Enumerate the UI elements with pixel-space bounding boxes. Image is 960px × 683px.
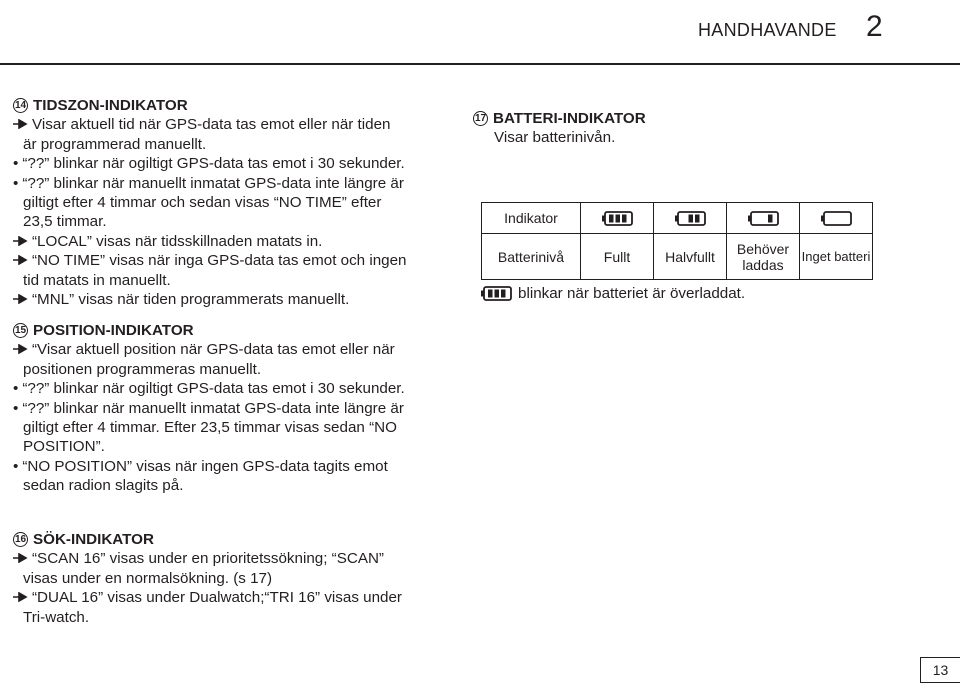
text-line: “MNL” visas när tiden programmerats manuellt. [13,290,407,309]
battery-full-icon [602,211,633,226]
text-line: • “??” blinkar när manuellt inmatat GPS-data inte längre är [13,399,404,417]
dot-bullet: • [13,155,19,173]
section-time-zone [13,96,407,309]
arrow-bullet-icon [13,119,28,129]
battery-table [481,202,873,280]
text-line: giltigt efter 4 timmar och sedan visas “NO TIME” efter [23,194,382,212]
arrow-bullet-icon [13,255,28,265]
text-line: giltigt efter 4 timmar. Efter 23,5 timmar visas sedan “NO [23,419,397,437]
section-position [13,321,405,496]
arrow-bullet-icon [13,236,28,246]
header-rule [0,63,960,65]
circled-number: 17 [473,111,488,126]
text-line: • “NO POSITION” visas när ingen GPS-data tagits emot [13,457,388,475]
section-scan [13,530,402,627]
section-heading [13,530,402,549]
section-heading [13,321,405,340]
circled-number: 16 [13,532,28,547]
section-heading [473,109,646,128]
battery-low-icon [748,211,779,226]
section-battery [473,109,646,148]
overload-note [481,285,745,302]
text-line: • “??” blinkar när ogiltigt GPS-data tas emot i 30 sekunder. [13,155,405,173]
header-title: HANDHAVANDE [698,20,837,40]
text-line: visas under en normalsökning. (s 17) [23,569,273,587]
text-line: • “??” blinkar när manuellt inmatat GPS-data inte längre är [13,174,404,192]
battery-icon-cell [581,203,654,234]
dot-bullet: • [13,399,19,417]
table-cell: Halvfullt [654,234,727,280]
page-number: 13 [920,657,960,683]
arrow-bullet-icon [13,553,28,563]
dot-bullet: • [13,380,19,398]
overload-text: blinkar när batteriet är överladdat. [518,285,746,302]
battery-empty-icon [821,211,852,226]
text-line: • “??” blinkar när ogiltigt GPS-data tas emot i 30 sekunder. [13,380,405,398]
table-cell: Fullt [581,234,654,280]
dot-bullet: • [13,457,19,475]
arrow-bullet-icon [13,294,28,304]
circled-number: 15 [13,323,28,338]
text-line: positionen programmeras manuellt. [23,360,262,378]
text-line: 23,5 timmar. [23,213,107,231]
section-title: SÖK-INDIKATOR [33,531,154,548]
text-line: POSITION”. [23,438,105,456]
text-line: tid matats in manuellt. [23,271,171,289]
text-line: “NO TIME” visas när inga GPS-data tas emot och ingen [13,251,407,270]
arrow-bullet-icon [13,344,28,354]
chapter-number: 2 [866,10,883,43]
text-line: “Visar aktuell position när GPS-data tas emot eller när [13,340,405,359]
battery-icon-cell [654,203,727,234]
arrow-bullet-icon [13,592,28,602]
table-cell: Behöver laddas [727,234,800,280]
text-line: “SCAN 16” visas under en prioritetssökning; “SCAN” [13,549,402,568]
text-line: sedan radion slagits på. [23,477,184,495]
section-title: POSITION-INDIKATOR [33,322,194,339]
battery-full-icon [481,286,512,301]
section-heading [13,96,407,115]
table-cell: Inget batteri [800,234,873,280]
text-line: är programmerad manuellt. [23,135,207,153]
text-line: Tri-watch. [23,608,90,626]
battery-icon-cell [727,203,800,234]
section-title: TIDSZON-INDIKATOR [33,97,188,114]
section-subtitle: Visar batterinivån. [494,129,616,147]
battery-icon-cell [800,203,873,234]
table-row-label: Indikator [482,203,581,234]
dot-bullet: • [13,174,19,192]
text-line: “LOCAL” visas när tidsskillnaden matats in. [13,232,407,251]
text-line: Visar aktuell tid när GPS-data tas emot eller när tiden [13,115,407,134]
battery-half-icon [675,211,706,226]
table-row-label: Batterinivå [482,234,581,280]
circled-number: 14 [13,98,28,113]
section-title: BATTERI-INDIKATOR [493,110,646,127]
text-line: “DUAL 16” visas under Dualwatch;“TRI 16” visas under [13,588,402,607]
